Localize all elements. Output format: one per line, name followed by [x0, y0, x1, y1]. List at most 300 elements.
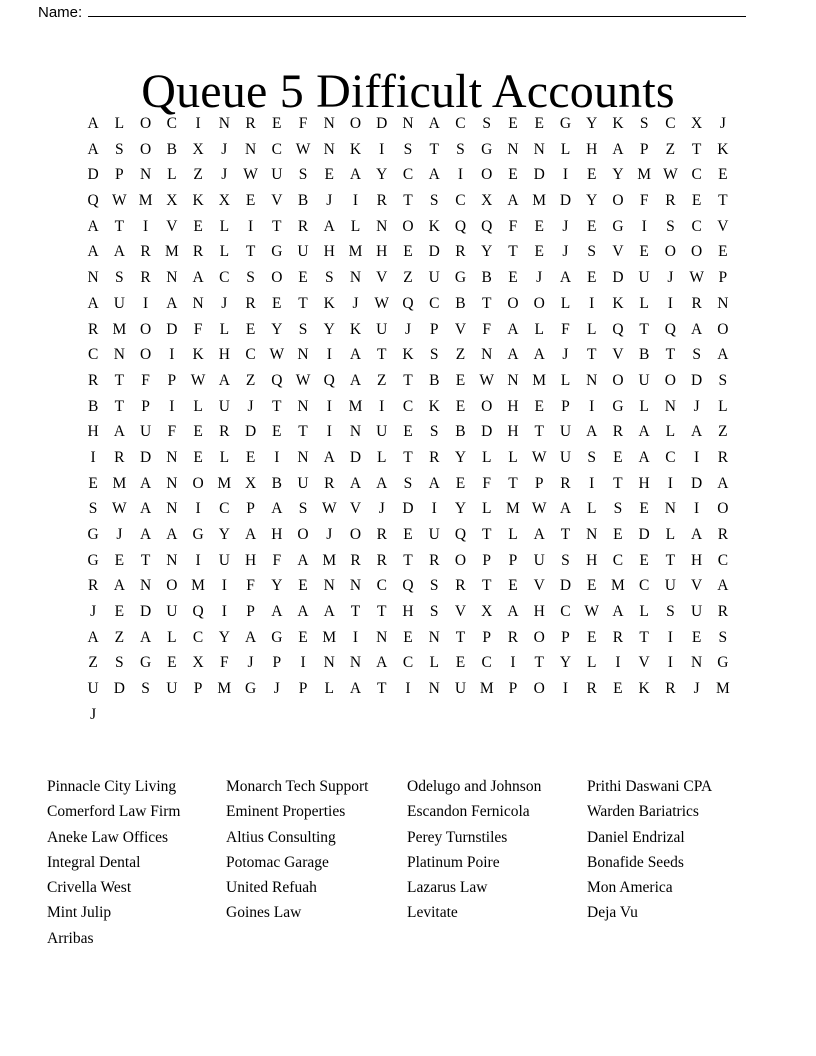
grid-cell[interactable]: G [717, 654, 729, 672]
grid-cell[interactable]: C [271, 140, 282, 158]
grid-cell[interactable]: E [613, 526, 623, 543]
grid-cell[interactable]: B [455, 423, 466, 441]
grid-cell[interactable]: G [192, 526, 204, 543]
word-list-item[interactable]: Daniel Endrizal [587, 828, 685, 846]
grid-cell[interactable]: S [298, 166, 308, 184]
grid-cell[interactable]: A [297, 603, 309, 621]
grid-cell[interactable]: N [533, 140, 545, 158]
grid-cell[interactable]: N [402, 115, 414, 132]
grid-cell[interactable]: A [428, 166, 440, 184]
grid-cell[interactable]: S [639, 115, 649, 132]
grid-cell[interactable]: L [219, 217, 230, 235]
grid-cell[interactable]: J [90, 705, 97, 723]
grid-cell[interactable]: R [350, 551, 361, 569]
grid-cell[interactable]: E [455, 371, 466, 389]
grid-cell[interactable]: N [376, 217, 388, 235]
grid-cell[interactable]: S [246, 269, 255, 287]
grid-cell[interactable]: I [300, 654, 306, 672]
grid-cell[interactable]: A [244, 628, 257, 646]
grid-cell[interactable]: C [612, 551, 624, 569]
grid-cell[interactable]: J [221, 166, 228, 184]
grid-cell[interactable]: R [245, 294, 256, 312]
word-list-item[interactable]: Crivella West [47, 879, 132, 897]
grid-cell[interactable]: M [348, 243, 363, 261]
grid-cell[interactable]: U [533, 551, 545, 569]
grid-cell[interactable]: I [667, 294, 673, 312]
grid-cell[interactable]: J [536, 269, 543, 287]
grid-cell[interactable]: L [665, 423, 676, 441]
grid-cell[interactable]: V [533, 577, 545, 595]
grid-cell[interactable]: I [694, 500, 700, 518]
grid-cell[interactable]: V [691, 577, 703, 595]
grid-cell[interactable]: N [586, 526, 598, 543]
grid-cell[interactable]: T [481, 294, 492, 312]
grid-cell[interactable]: T [508, 243, 518, 261]
grid-cell[interactable]: I [457, 166, 464, 184]
grid-cell[interactable]: O [533, 294, 545, 312]
grid-cell[interactable]: U [218, 397, 230, 415]
grid-cell[interactable]: Y [559, 654, 572, 672]
grid-cell[interactable]: N [664, 397, 676, 415]
grid-cell[interactable]: S [666, 217, 675, 235]
word-list-item[interactable]: Lazarus Law [407, 879, 488, 897]
grid-cell[interactable]: I [352, 192, 359, 210]
grid-cell[interactable]: A [349, 166, 362, 184]
grid-cell[interactable]: E [691, 192, 702, 210]
grid-cell[interactable]: S [587, 448, 596, 466]
grid-cell[interactable]: Z [718, 423, 728, 441]
grid-cell[interactable]: M [191, 577, 205, 595]
grid-cell[interactable]: R [219, 423, 230, 441]
word-list-item[interactable]: Mint Julip [47, 904, 112, 922]
grid-cell[interactable]: Y [218, 526, 230, 543]
grid-cell[interactable]: Z [665, 140, 676, 158]
grid-cell[interactable]: A [87, 217, 99, 235]
grid-cell[interactable]: O [481, 166, 493, 184]
grid-cell[interactable]: T [691, 140, 702, 158]
word-list-item[interactable]: Odelugo and Johnson [407, 778, 542, 795]
grid-cell[interactable]: S [429, 346, 439, 364]
grid-cell[interactable]: M [322, 628, 337, 646]
grid-cell[interactable]: T [586, 346, 597, 364]
grid-cell[interactable]: V [638, 654, 650, 672]
grid-cell[interactable]: T [377, 603, 387, 621]
grid-cell[interactable]: R [691, 294, 702, 312]
grid-cell[interactable]: N [218, 115, 230, 132]
grid-cell[interactable]: R [560, 474, 571, 492]
grid-cell[interactable]: E [403, 243, 413, 261]
grid-cell[interactable]: K [192, 346, 204, 364]
grid-cell[interactable]: P [115, 166, 124, 184]
grid-cell[interactable]: E [586, 269, 597, 287]
grid-cell[interactable]: O [402, 217, 414, 235]
word-list-item[interactable]: United Refuah [226, 879, 317, 897]
grid-cell[interactable]: A [349, 680, 362, 698]
grid-cell[interactable]: T [403, 371, 413, 389]
grid-cell[interactable]: N [297, 346, 309, 364]
grid-cell[interactable]: Q [402, 294, 414, 312]
grid-cell[interactable]: B [87, 397, 99, 415]
grid-cell[interactable]: L [167, 166, 177, 184]
grid-cell[interactable]: Q [271, 371, 283, 389]
grid-cell[interactable]: F [193, 320, 203, 338]
grid-cell[interactable]: U [559, 423, 572, 441]
grid-cell[interactable]: M [715, 680, 730, 698]
grid-cell[interactable]: J [326, 192, 333, 210]
grid-cell[interactable]: J [352, 294, 359, 312]
grid-cell[interactable]: L [665, 526, 676, 543]
grid-cell[interactable]: T [429, 140, 439, 158]
grid-cell[interactable]: C [717, 551, 729, 569]
grid-cell[interactable]: S [429, 423, 439, 441]
grid-cell[interactable]: R [376, 551, 387, 569]
grid-cell[interactable]: J [116, 526, 123, 543]
grid-cell[interactable]: A [612, 140, 624, 158]
grid-cell[interactable]: T [560, 526, 571, 543]
grid-cell[interactable]: L [219, 448, 230, 466]
grid-cell[interactable]: R [140, 243, 151, 261]
grid-cell[interactable]: I [589, 474, 595, 492]
grid-cell[interactable]: I [510, 654, 516, 672]
grid-cell[interactable]: M [322, 551, 337, 569]
grid-cell[interactable]: A [638, 423, 650, 441]
grid-cell[interactable]: A [323, 448, 335, 466]
word-list-item[interactable]: Monarch Tech Support [226, 778, 369, 795]
grid-cell[interactable]: J [221, 294, 228, 312]
grid-cell[interactable]: V [349, 500, 362, 518]
grid-cell[interactable]: F [639, 192, 649, 210]
grid-cell[interactable]: R [612, 628, 624, 646]
grid-cell[interactable]: V [454, 320, 467, 338]
grid-cell[interactable]: A [297, 551, 309, 569]
grid-cell[interactable]: F [482, 474, 492, 492]
grid-cell[interactable]: O [139, 140, 152, 158]
grid-cell[interactable]: I [641, 217, 647, 235]
grid-cell[interactable]: A [113, 243, 125, 261]
grid-cell[interactable]: J [221, 140, 228, 158]
grid-cell[interactable]: K [717, 140, 729, 158]
grid-cell[interactable]: U [559, 448, 572, 466]
grid-cell[interactable]: Z [377, 371, 387, 389]
grid-cell[interactable]: A [271, 603, 283, 621]
grid-cell[interactable]: A [559, 269, 572, 287]
grid-cell[interactable]: U [638, 269, 650, 287]
grid-cell[interactable]: H [638, 474, 650, 492]
grid-cell[interactable]: U [218, 551, 230, 569]
grid-cell[interactable]: H [87, 423, 99, 441]
grid-cell[interactable]: B [481, 269, 492, 287]
grid-cell[interactable]: S [718, 371, 728, 389]
grid-cell[interactable]: E [114, 603, 125, 621]
grid-cell[interactable]: G [612, 217, 624, 235]
grid-cell[interactable]: A [559, 500, 572, 518]
grid-cell[interactable]: K [638, 680, 650, 698]
grid-cell[interactable]: X [192, 654, 204, 672]
grid-cell[interactable]: Z [245, 371, 256, 389]
grid-cell[interactable]: I [326, 346, 332, 364]
grid-cell[interactable]: C [166, 115, 177, 132]
grid-cell[interactable]: P [482, 551, 492, 569]
grid-cell[interactable]: J [693, 680, 700, 698]
grid-cell[interactable]: J [247, 397, 254, 415]
grid-cell[interactable]: L [560, 371, 571, 389]
grid-cell[interactable]: S [482, 115, 492, 132]
grid-cell[interactable]: R [324, 474, 335, 492]
grid-cell[interactable]: D [428, 243, 440, 261]
grid-cell[interactable]: P [298, 680, 308, 698]
grid-cell[interactable]: C [638, 577, 650, 595]
grid-cell[interactable]: S [141, 680, 150, 698]
grid-cell[interactable]: D [166, 320, 178, 338]
grid-cell[interactable]: H [586, 140, 598, 158]
grid-cell[interactable]: G [454, 269, 467, 287]
grid-cell[interactable]: I [326, 397, 332, 415]
grid-cell[interactable]: R [586, 680, 597, 698]
grid-cell[interactable]: L [534, 320, 544, 338]
grid-cell[interactable]: I [589, 397, 595, 415]
word-search-grid[interactable] [80, 111, 736, 728]
grid-cell[interactable]: A [166, 526, 178, 543]
grid-cell[interactable]: E [245, 320, 256, 338]
grid-cell[interactable]: T [403, 192, 413, 210]
grid-cell[interactable]: S [587, 243, 596, 261]
grid-cell[interactable]: O [166, 577, 178, 595]
grid-cell[interactable]: T [639, 628, 649, 646]
grid-cell[interactable]: D [559, 192, 572, 210]
grid-cell[interactable]: S [298, 320, 308, 338]
grid-cell[interactable]: N [349, 423, 362, 441]
grid-cell[interactable]: E [455, 474, 466, 492]
grid-cell[interactable]: A [717, 577, 729, 595]
grid-cell[interactable]: A [113, 423, 125, 441]
grid-cell[interactable]: A [507, 320, 519, 338]
grid-cell[interactable]: W [190, 371, 206, 389]
grid-cell[interactable]: I [694, 448, 700, 466]
grid-cell[interactable]: F [167, 423, 177, 441]
grid-cell[interactable]: M [637, 166, 652, 184]
grid-cell[interactable]: D [612, 269, 624, 287]
grid-cell[interactable]: E [508, 166, 518, 184]
grid-cell[interactable]: I [405, 680, 411, 698]
grid-cell[interactable]: X [481, 192, 493, 210]
grid-cell[interactable]: R [717, 526, 729, 543]
grid-cell[interactable]: G [559, 115, 572, 132]
grid-cell[interactable]: J [273, 680, 280, 698]
grid-cell[interactable]: L [114, 115, 125, 132]
grid-cell[interactable]: G [87, 551, 99, 569]
grid-cell[interactable]: I [143, 294, 149, 312]
grid-cell[interactable]: O [139, 320, 152, 338]
grid-cell[interactable]: Q [192, 603, 204, 621]
grid-cell[interactable]: D [349, 448, 362, 466]
grid-cell[interactable]: B [429, 371, 440, 389]
grid-cell[interactable]: S [403, 140, 413, 158]
grid-cell[interactable]: P [718, 269, 728, 287]
grid-cell[interactable]: B [166, 140, 177, 158]
grid-cell[interactable]: T [272, 397, 282, 415]
grid-cell[interactable]: A [691, 526, 703, 543]
grid-cell[interactable]: U [664, 577, 676, 595]
grid-cell[interactable]: I [169, 346, 175, 364]
grid-cell[interactable]: A [323, 603, 335, 621]
grid-cell[interactable]: E [534, 115, 544, 132]
grid-cell[interactable]: N [507, 371, 519, 389]
grid-cell[interactable]: D [638, 526, 650, 543]
grid-cell[interactable]: S [324, 269, 334, 287]
grid-cell[interactable]: C [481, 654, 492, 672]
grid-cell[interactable]: I [274, 448, 280, 466]
grid-cell[interactable]: W [269, 346, 285, 364]
grid-cell[interactable]: E [193, 448, 203, 466]
grid-cell[interactable]: Z [403, 269, 413, 287]
grid-cell[interactable]: S [88, 500, 98, 518]
grid-cell[interactable]: H [402, 603, 414, 621]
grid-cell[interactable]: A [244, 526, 257, 543]
grid-cell[interactable]: U [638, 371, 650, 389]
grid-cell[interactable]: V [271, 192, 283, 210]
grid-cell[interactable]: N [297, 448, 309, 466]
grid-cell[interactable]: T [377, 680, 387, 698]
grid-cell[interactable]: E [639, 243, 649, 261]
grid-cell[interactable]: N [113, 346, 125, 364]
grid-cell[interactable]: Q [402, 577, 414, 595]
grid-cell[interactable]: W [584, 603, 599, 621]
grid-cell[interactable]: G [139, 654, 152, 672]
grid-cell[interactable]: T [377, 346, 387, 364]
grid-cell[interactable]: X [691, 115, 703, 132]
grid-cell[interactable]: M [532, 371, 547, 389]
word-list-item[interactable]: Goines Law [226, 904, 302, 922]
grid-cell[interactable]: I [247, 217, 254, 235]
grid-cell[interactable]: T [481, 577, 492, 595]
grid-cell[interactable]: E [639, 551, 649, 569]
grid-cell[interactable]: R [507, 628, 519, 646]
grid-cell[interactable]: E [613, 680, 623, 698]
grid-cell[interactable]: P [508, 680, 518, 698]
grid-cell[interactable]: E [298, 269, 308, 287]
grid-cell[interactable]: T [272, 217, 282, 235]
grid-cell[interactable]: H [507, 397, 519, 415]
grid-cell[interactable]: M [506, 500, 520, 518]
grid-cell[interactable]: O [297, 526, 309, 543]
grid-cell[interactable]: K [349, 320, 362, 338]
grid-cell[interactable]: I [431, 500, 437, 518]
grid-cell[interactable]: Z [455, 346, 466, 364]
grid-cell[interactable]: D [139, 603, 152, 621]
grid-cell[interactable]: C [402, 397, 414, 415]
grid-cell[interactable]: Y [454, 500, 467, 518]
grid-cell[interactable]: O [139, 346, 152, 364]
grid-cell[interactable]: Y [323, 320, 335, 338]
grid-cell[interactable]: R [665, 192, 676, 210]
grid-cell[interactable]: A [139, 500, 152, 518]
grid-cell[interactable]: I [379, 397, 385, 415]
grid-cell[interactable]: N [323, 577, 335, 595]
grid-cell[interactable]: D [244, 423, 257, 441]
grid-cell[interactable]: C [245, 346, 256, 364]
grid-cell[interactable]: O [664, 243, 676, 261]
grid-cell[interactable]: N [192, 294, 204, 312]
grid-cell[interactable]: M [112, 320, 127, 338]
grid-cell[interactable]: Q [87, 192, 99, 210]
grid-cell[interactable]: O [271, 269, 283, 287]
grid-cell[interactable]: N [87, 269, 99, 287]
grid-cell[interactable]: M [217, 474, 232, 492]
grid-cell[interactable]: W [112, 500, 127, 518]
grid-cell[interactable]: A [612, 603, 624, 621]
grid-cell[interactable]: N [691, 654, 703, 672]
grid-cell[interactable]: A [87, 294, 99, 312]
grid-cell[interactable]: N [166, 269, 178, 287]
grid-cell[interactable]: P [482, 628, 492, 646]
grid-cell[interactable]: A [349, 371, 362, 389]
grid-cell[interactable]: W [295, 140, 311, 158]
grid-cell[interactable]: I [195, 115, 201, 132]
grid-cell[interactable]: U [376, 423, 388, 441]
grid-cell[interactable]: I [221, 603, 227, 621]
grid-cell[interactable]: L [167, 628, 177, 646]
grid-cell[interactable]: F [508, 217, 518, 235]
grid-cell[interactable]: A [113, 577, 125, 595]
grid-cell[interactable]: Q [323, 371, 335, 389]
grid-cell[interactable]: U [166, 603, 178, 621]
grid-cell[interactable]: R [717, 448, 729, 466]
grid-cell[interactable]: A [139, 474, 152, 492]
grid-cell[interactable]: O [349, 115, 362, 132]
grid-cell[interactable]: K [349, 140, 362, 158]
grid-cell[interactable]: E [718, 243, 728, 261]
grid-cell[interactable]: G [87, 526, 99, 543]
grid-cell[interactable]: C [87, 346, 99, 364]
grid-cell[interactable]: F [561, 320, 570, 338]
grid-cell[interactable]: T [403, 448, 413, 466]
grid-cell[interactable]: Y [271, 577, 283, 595]
grid-cell[interactable]: Y [612, 166, 624, 184]
grid-cell[interactable]: L [560, 294, 571, 312]
grid-cell[interactable]: E [193, 217, 203, 235]
grid-cell[interactable]: T [455, 628, 466, 646]
word-list-item[interactable]: Arribas [47, 929, 94, 947]
grid-cell[interactable]: F [141, 371, 150, 389]
grid-cell[interactable]: R [612, 423, 624, 441]
grid-cell[interactable]: I [589, 294, 595, 312]
grid-cell[interactable]: P [429, 320, 439, 338]
grid-cell[interactable]: R [87, 320, 99, 338]
grid-cell[interactable]: T [403, 551, 413, 569]
grid-cell[interactable]: W [112, 192, 127, 210]
grid-cell[interactable]: L [639, 294, 649, 312]
grid-cell[interactable]: E [245, 448, 256, 466]
grid-cell[interactable]: A [507, 603, 519, 621]
grid-cell[interactable]: A [717, 346, 729, 364]
grid-cell[interactable]: A [87, 628, 99, 646]
grid-cell[interactable]: C [429, 294, 440, 312]
grid-cell[interactable]: O [612, 192, 624, 210]
word-list-item[interactable]: Escandon Fernicola [407, 803, 530, 821]
grid-cell[interactable]: K [402, 346, 414, 364]
grid-cell[interactable]: A [507, 346, 519, 364]
grid-cell[interactable]: E [114, 551, 125, 569]
grid-cell[interactable]: N [139, 577, 152, 595]
grid-cell[interactable]: C [560, 603, 571, 621]
grid-cell[interactable]: D [87, 166, 99, 184]
grid-cell[interactable]: L [586, 320, 597, 338]
grid-cell[interactable]: I [195, 551, 201, 569]
grid-cell[interactable]: M [217, 680, 232, 698]
grid-cell[interactable]: I [326, 423, 332, 441]
grid-cell[interactable]: M [164, 243, 179, 261]
grid-cell[interactable]: V [612, 346, 624, 364]
